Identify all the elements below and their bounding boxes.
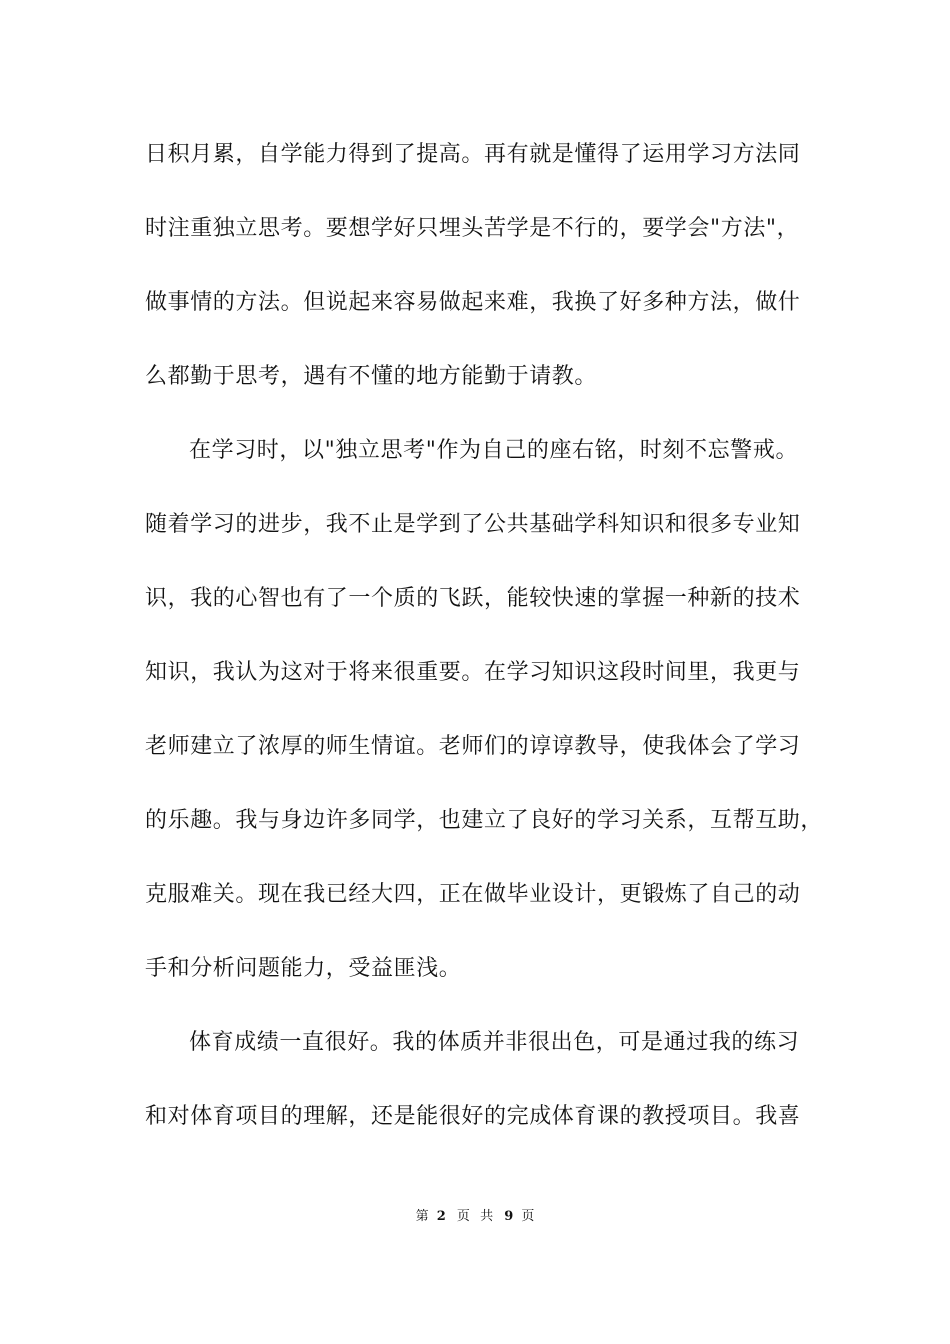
footer-page-word: 页	[456, 1209, 470, 1224]
text-line: 识，我的心智也有了一个质的飞跃，能较快速的掌握一种新的技术	[145, 586, 801, 611]
footer-prefix: 第	[415, 1209, 429, 1224]
text-line: 手和分析问题能力，受益匪浅。	[145, 956, 462, 981]
footer-current-page: 2	[436, 1209, 446, 1224]
text-line: 时注重独立思考。要想学好只埋头苦学是不行的，要学会"方法"，	[145, 216, 800, 241]
text-line: 日积月累，自学能力得到了提高。再有就是懂得了运用学习方法同	[145, 142, 801, 167]
text-line: 做事情的方法。但说起来容易做起来难，我换了好多种方法，做什	[145, 290, 801, 315]
paragraph-first-line: 在学习时，以"独立思考"作为自己的座右铭，时刻不忘警戒。	[189, 438, 799, 463]
page-footer	[0, 1208, 950, 1226]
footer-suffix: 页	[521, 1209, 535, 1224]
footer-total-pages: 9	[504, 1209, 514, 1224]
text-line: 的乐趣。我与身边许多同学，也建立了良好的学习关系，互帮互助，	[145, 808, 824, 833]
paragraph-first-line: 体育成绩一直很好。我的体质并非很出色，可是通过我的练习	[189, 1030, 800, 1055]
text-line: 么都勤于思考，遇有不懂的地方能勤于请教。	[145, 364, 598, 389]
text-line: 老师建立了浓厚的师生情谊。老师们的谆谆教导，使我体会了学习	[145, 734, 801, 759]
text-line: 随着学习的进步，我不止是学到了公共基础学科知识和很多专业知	[145, 512, 801, 537]
footer-total-word: 共	[480, 1209, 494, 1224]
text-line: 和对体育项目的理解，还是能很好的完成体育课的教授项目。我喜	[145, 1104, 801, 1129]
text-line: 知识，我认为这对于将来很重要。在学习知识这段时间里，我更与	[145, 660, 801, 685]
text-line: 克服难关。现在我已经大四，正在做毕业设计，更锻炼了自己的动	[145, 882, 801, 907]
